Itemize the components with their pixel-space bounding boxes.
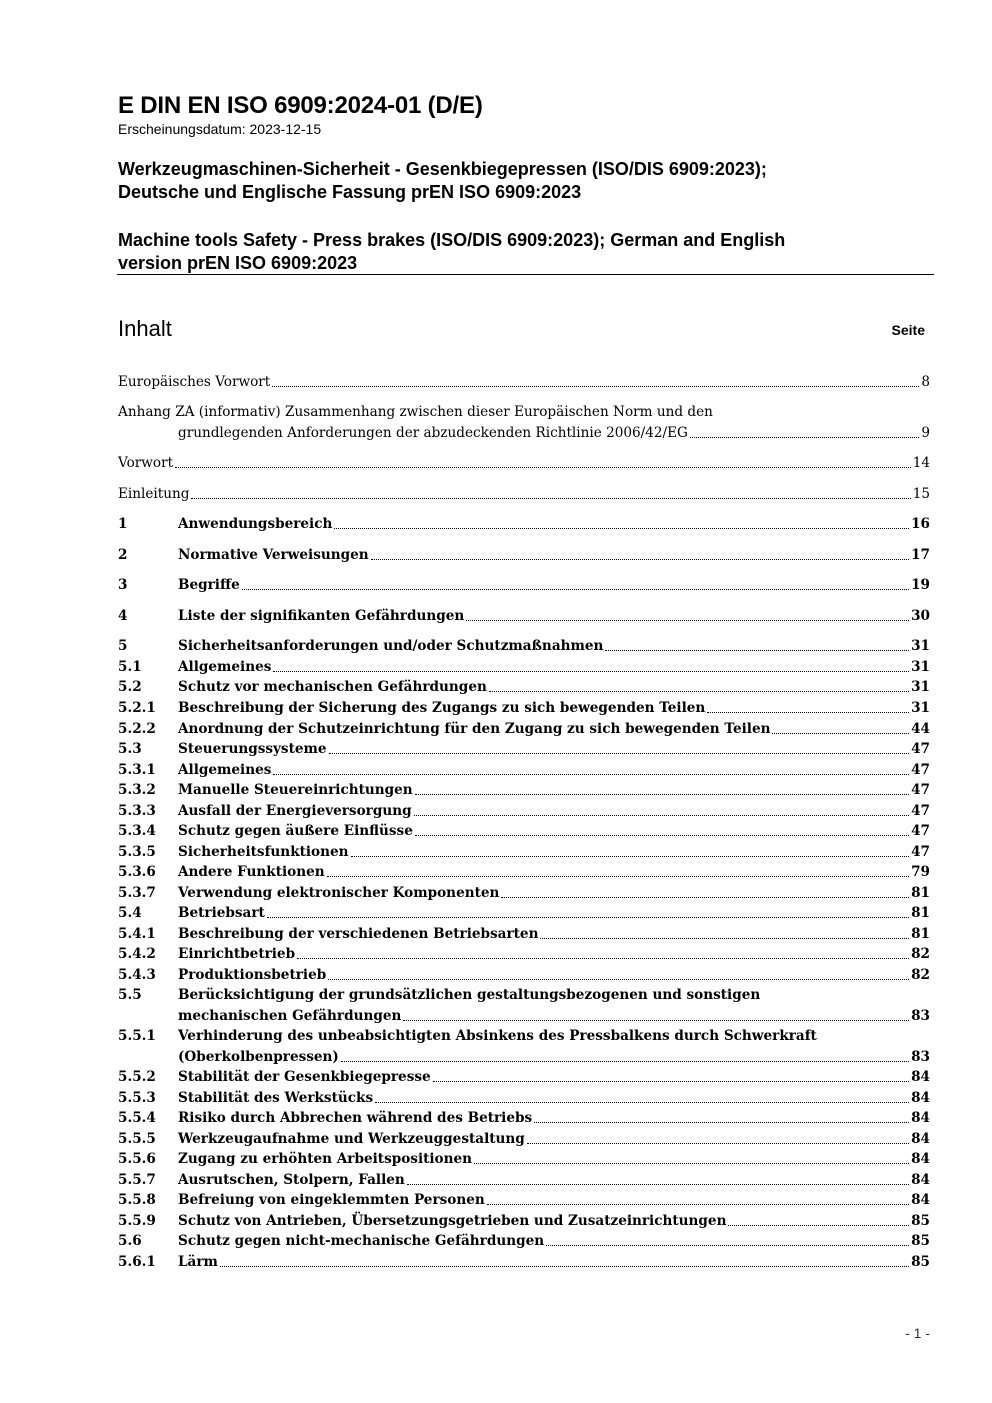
toc-entry-number: 5.4.1: [118, 926, 156, 942]
toc-entry-title: Sicherheitsfunktionen: [178, 844, 349, 860]
toc-entry-number: 5.3: [118, 741, 142, 757]
toc-entry-number: 5.2.1: [118, 700, 156, 716]
toc-entry-number: 5.4: [118, 905, 142, 921]
toc-entry-title: Anordnung der Schutzeinrichtung für den Zugang zu sich bewegenden Teilen: [178, 721, 771, 737]
toc-entry-page: 47: [911, 823, 930, 839]
toc-entry[interactable]: [118, 924, 930, 944]
toc-entry-title: Lärm: [178, 1254, 218, 1270]
toc-dot-leader: [474, 1163, 909, 1164]
toc-entry-number: 5.5.4: [118, 1110, 156, 1126]
toc-entry-continuation[interactable]: [118, 1047, 930, 1067]
toc-entry-page: 79: [911, 864, 930, 880]
toc-entry-page: 84: [911, 1090, 930, 1106]
toc-entry[interactable]: [118, 985, 930, 1005]
toc-entry-page: 81: [911, 885, 930, 901]
toc-entry[interactable]: [118, 402, 930, 422]
toc-entry[interactable]: [118, 1190, 930, 1210]
toc-entry-title: Vorwort: [118, 455, 174, 471]
german-title: [118, 158, 898, 204]
toc-entry[interactable]: [118, 842, 930, 862]
toc-dot-leader: [433, 1081, 909, 1082]
toc-dot-leader: [327, 876, 909, 877]
toc-dot-leader: [351, 856, 910, 857]
toc-dot-leader: [273, 671, 909, 672]
toc-dot-leader: [297, 958, 909, 959]
toc-entry-continuation[interactable]: [118, 423, 930, 443]
toc-entry-title: Steuerungssysteme: [178, 741, 327, 757]
toc-entry-title: Manuelle Steuereinrichtungen: [178, 782, 413, 798]
toc-entry-number: 5.2.2: [118, 721, 156, 737]
toc-entry-page: 15: [912, 486, 930, 502]
toc-entry[interactable]: [118, 739, 930, 759]
toc-entry-page: 84: [911, 1110, 930, 1126]
toc-entry-title: Ausrutschen, Stolpern, Fallen: [178, 1172, 405, 1188]
toc-entry[interactable]: [118, 1211, 930, 1231]
toc-dot-leader: [273, 774, 909, 775]
toc-dot-leader: [328, 979, 909, 980]
toc-entry-title: Normative Verweisungen: [178, 547, 369, 563]
document-title: E DIN EN ISO 6909:2024-01 (D/E): [118, 92, 483, 119]
toc-dot-leader: [414, 815, 909, 816]
toc-entry-page: 44: [911, 721, 930, 737]
toc-dot-leader: [415, 794, 909, 795]
toc-entry[interactable]: [118, 1129, 930, 1149]
toc-dot-leader: [329, 753, 910, 754]
toc-dot-leader: [407, 1184, 909, 1185]
toc-dot-leader: [371, 559, 909, 560]
toc-entry-title: Verhinderung des unbeabsichtigten Absinkens des Pressbalkens durch Schwerkraft: [178, 1028, 817, 1044]
toc-heading: Inhalt: [118, 316, 172, 341]
toc-entry[interactable]: [118, 1231, 930, 1251]
toc-dot-leader: [341, 1061, 909, 1062]
toc-dot-leader: [191, 498, 910, 499]
toc-entry-number: 5.5.2: [118, 1069, 156, 1085]
toc-dot-leader: [487, 1204, 909, 1205]
toc-entry-title: Risiko durch Abbrechen während des Betriebs: [178, 1110, 533, 1126]
toc-entry-page: 9: [921, 425, 930, 441]
toc-entry[interactable]: [118, 1252, 930, 1272]
toc-dot-leader: [220, 1266, 909, 1267]
toc-entry-number: 5.3.7: [118, 885, 156, 901]
toc-entry[interactable]: [118, 514, 930, 534]
toc-entry-page: 81: [911, 905, 930, 921]
toc-entry-number: 5.2: [118, 679, 142, 695]
toc-entry-title: Zugang zu erhöhten Arbeitspositionen: [178, 1151, 473, 1167]
toc-entry-title: Produktionsbetrieb: [178, 967, 327, 983]
toc-entry-page: 31: [911, 679, 930, 695]
toc-entry-page: 82: [911, 946, 930, 962]
toc-entry-page: 85: [911, 1254, 930, 1270]
toc-entry[interactable]: [118, 883, 930, 903]
toc-entry[interactable]: [118, 484, 930, 504]
toc-entry-page: 84: [911, 1131, 930, 1147]
toc-entry[interactable]: [118, 453, 930, 473]
toc-entry[interactable]: [118, 1108, 930, 1128]
toc-dot-leader: [546, 1245, 909, 1246]
toc-entry-number: 5.5.9: [118, 1213, 156, 1229]
toc-entry-page: 84: [911, 1069, 930, 1085]
toc-entry-title: Liste der signifikanten Gefährdungen: [178, 608, 465, 624]
toc-entry[interactable]: [118, 1088, 930, 1108]
toc-entry-title: Einleitung: [118, 486, 190, 502]
toc-dot-leader: [415, 835, 909, 836]
toc-entry-page: 31: [911, 638, 930, 654]
toc-entry-number: 3: [118, 577, 128, 593]
german-title-line-1: Werkzeugmaschinen-Sicherheit - Gesenkbiegepressen (ISO/DIS 6909:2023);: [118, 159, 767, 179]
toc-entry[interactable]: [118, 636, 930, 656]
toc-entry-page: 30: [911, 608, 930, 624]
toc-entry-number: 1: [118, 516, 128, 532]
toc-entry-title: Schutz von Antrieben, Übersetzungsgetrieben und Zusatzeinrichtungen: [178, 1213, 727, 1229]
english-title-line-1: Machine tools Safety - Press brakes (ISO/DIS 6909:2023); German and English: [118, 230, 786, 250]
toc-entry-title: Betriebsart: [178, 905, 265, 921]
publication-date: Erscheinungsdatum: 2023-12-15: [118, 121, 322, 137]
toc-entry-title: Stabilität der Gesenkbiegepresse: [178, 1069, 431, 1085]
toc-entry-title: Ausfall der Energieversorgung: [178, 803, 412, 819]
toc-entry-page: 47: [911, 762, 930, 778]
toc-entry-number: 2: [118, 547, 128, 563]
toc-entry-title: Sicherheitsanforderungen und/oder Schutzmaßnahmen: [178, 638, 604, 654]
toc-entry-title: Beschreibung der Sicherung des Zugangs zu sich bewegenden Teilen: [178, 700, 706, 716]
toc-entry-number: 5.5.1: [118, 1028, 156, 1044]
toc-entry-number: 5.5.5: [118, 1131, 156, 1147]
toc-entry-page: 17: [911, 547, 930, 563]
toc-entry-title: Verwendung elektronischer Komponenten: [178, 885, 500, 901]
toc-entry-page: 83: [911, 1008, 930, 1024]
toc-entry[interactable]: [118, 372, 930, 392]
toc-entry[interactable]: [118, 944, 930, 964]
toc-entry-title: Anwendungsbereich: [178, 516, 333, 532]
toc-entry[interactable]: [118, 801, 930, 821]
toc-entry-page: 82: [911, 967, 930, 983]
toc-entry[interactable]: [118, 698, 930, 718]
toc-dot-leader: [527, 1143, 909, 1144]
toc-entry-page: 85: [911, 1213, 930, 1229]
toc-entry-page: 83: [911, 1049, 930, 1065]
toc-entry-title: Europäisches Vorwort: [118, 374, 271, 390]
toc-entry-number: 5.1: [118, 659, 142, 675]
toc-dot-leader: [772, 733, 909, 734]
toc-entry-title: Werkzeugaufnahme und Werkzeuggestaltung: [178, 1131, 525, 1147]
toc-entry-number: 5.3.6: [118, 864, 156, 880]
toc-entry-number: 5.4.2: [118, 946, 156, 962]
toc-entry[interactable]: [118, 545, 930, 565]
page-number: - 1 -: [905, 1325, 930, 1341]
toc-entry-number: 5.3.5: [118, 844, 156, 860]
toc-dot-leader: [707, 712, 909, 713]
toc-entry-title-continued: mechanischen Gefährdungen: [178, 1008, 402, 1024]
toc-entry-title: Einrichtbetrieb: [178, 946, 296, 962]
toc-entry-page: 31: [911, 659, 930, 675]
toc-entry[interactable]: [118, 862, 930, 882]
toc-dot-leader: [728, 1225, 909, 1226]
toc-entry-number: 5.3.1: [118, 762, 156, 778]
toc-entry-page: 14: [912, 455, 930, 471]
toc-entry-title: Schutz gegen nicht-mechanische Gefährdungen: [178, 1233, 545, 1249]
toc-entry[interactable]: [118, 965, 930, 985]
toc-entry-number: 5: [118, 638, 128, 654]
toc-entry-title: Schutz gegen äußere Einflüsse: [178, 823, 413, 839]
toc-entry[interactable]: [118, 575, 930, 595]
toc-entry-number: 4: [118, 608, 128, 624]
toc-entry-title: Schutz vor mechanischen Gefährdungen: [178, 679, 487, 695]
toc-entry-page: 85: [911, 1233, 930, 1249]
toc-entry-page: 84: [911, 1151, 930, 1167]
toc-entry-number: 5.5.3: [118, 1090, 156, 1106]
toc-entry-number: 5.4.3: [118, 967, 156, 983]
page-column-label: Seite: [891, 322, 925, 338]
toc-entry-page: 84: [911, 1172, 930, 1188]
title-divider: [117, 274, 934, 275]
toc-entry-title: Befreiung von eingeklemmten Personen: [178, 1192, 485, 1208]
toc-entry[interactable]: [118, 1026, 930, 1046]
toc-entry-title: Anhang ZA (informativ) Zusammenhang zwischen dieser Europäischen Norm und den: [118, 404, 713, 420]
toc-entry-page: 81: [911, 926, 930, 942]
toc-entry-page: 47: [911, 844, 930, 860]
toc-entry-number: 5.3.2: [118, 782, 156, 798]
toc-entry-number: 5.5.8: [118, 1192, 156, 1208]
toc-dot-leader: [690, 437, 919, 438]
toc-entry-page: 84: [911, 1192, 930, 1208]
toc-entry-title: Andere Funktionen: [178, 864, 325, 880]
toc-entry-page: 31: [911, 700, 930, 716]
toc-entry-title-continued: (Oberkolbenpressen): [178, 1049, 339, 1065]
toc-entry[interactable]: [118, 760, 930, 780]
toc-entry-page: 16: [911, 516, 930, 532]
toc-entry-title: Begriffe: [178, 577, 240, 593]
toc-entry-title: Allgemeines: [178, 659, 272, 675]
toc-dot-leader: [242, 589, 909, 590]
toc-entry[interactable]: [118, 657, 930, 677]
toc-dot-leader: [375, 1102, 909, 1103]
toc-entry-page: 47: [911, 782, 930, 798]
toc-entry[interactable]: [118, 903, 930, 923]
toc-entry-page: 47: [911, 803, 930, 819]
english-title-line-2: version prEN ISO 6909:2023: [118, 253, 358, 273]
toc-entry-number: 5.5: [118, 987, 142, 1003]
german-title-line-2: Deutsche und Englische Fassung prEN ISO 6909:2023: [118, 182, 582, 202]
toc-dot-leader: [272, 386, 919, 387]
toc-entry-number: 5.6.1: [118, 1254, 156, 1270]
toc-dot-leader: [534, 1122, 909, 1123]
toc-entry-number: 5.3.3: [118, 803, 156, 819]
toc-entry-number: 5.6: [118, 1233, 142, 1249]
toc-entry[interactable]: [118, 821, 930, 841]
toc-dot-leader: [403, 1020, 909, 1021]
toc-entry-page: 47: [911, 741, 930, 757]
toc-entry[interactable]: [118, 780, 930, 800]
toc-dot-leader: [334, 528, 909, 529]
toc-entry-number: 5.5.6: [118, 1151, 156, 1167]
toc-entry-number: 5.5.7: [118, 1172, 156, 1188]
toc-entry-page: 8: [921, 374, 930, 390]
toc-dot-leader: [605, 650, 909, 651]
toc-entry[interactable]: [118, 1067, 930, 1087]
toc-entry[interactable]: [118, 719, 930, 739]
toc-dot-leader: [501, 897, 909, 898]
toc-entry-title: Allgemeines: [178, 762, 272, 778]
toc-entry[interactable]: [118, 677, 930, 697]
toc-dot-leader: [466, 620, 909, 621]
toc-entry-title: Berücksichtigung der grundsätzlichen gestaltungsbezogenen und sonstigen: [178, 987, 761, 1003]
toc-entry-title-continued: grundlegenden Anforderungen der abzudeckenden Richtlinie 2006/42/EG: [178, 425, 688, 441]
toc-dot-leader: [540, 938, 909, 939]
toc-entry[interactable]: [118, 606, 930, 626]
toc-entry-number: 5.3.4: [118, 823, 156, 839]
toc-entry-title: Stabilität des Werkstücks: [178, 1090, 374, 1106]
toc-entry[interactable]: [118, 1149, 930, 1169]
toc-entry-page: 19: [911, 577, 930, 593]
english-title: [118, 229, 898, 275]
toc-entry-title: Beschreibung der verschiedenen Betriebsarten: [178, 926, 539, 942]
toc-dot-leader: [267, 917, 909, 918]
toc-entry-continuation[interactable]: [118, 1006, 930, 1026]
toc-dot-leader: [489, 691, 909, 692]
toc-dot-leader: [175, 467, 911, 468]
toc-entry[interactable]: [118, 1170, 930, 1190]
